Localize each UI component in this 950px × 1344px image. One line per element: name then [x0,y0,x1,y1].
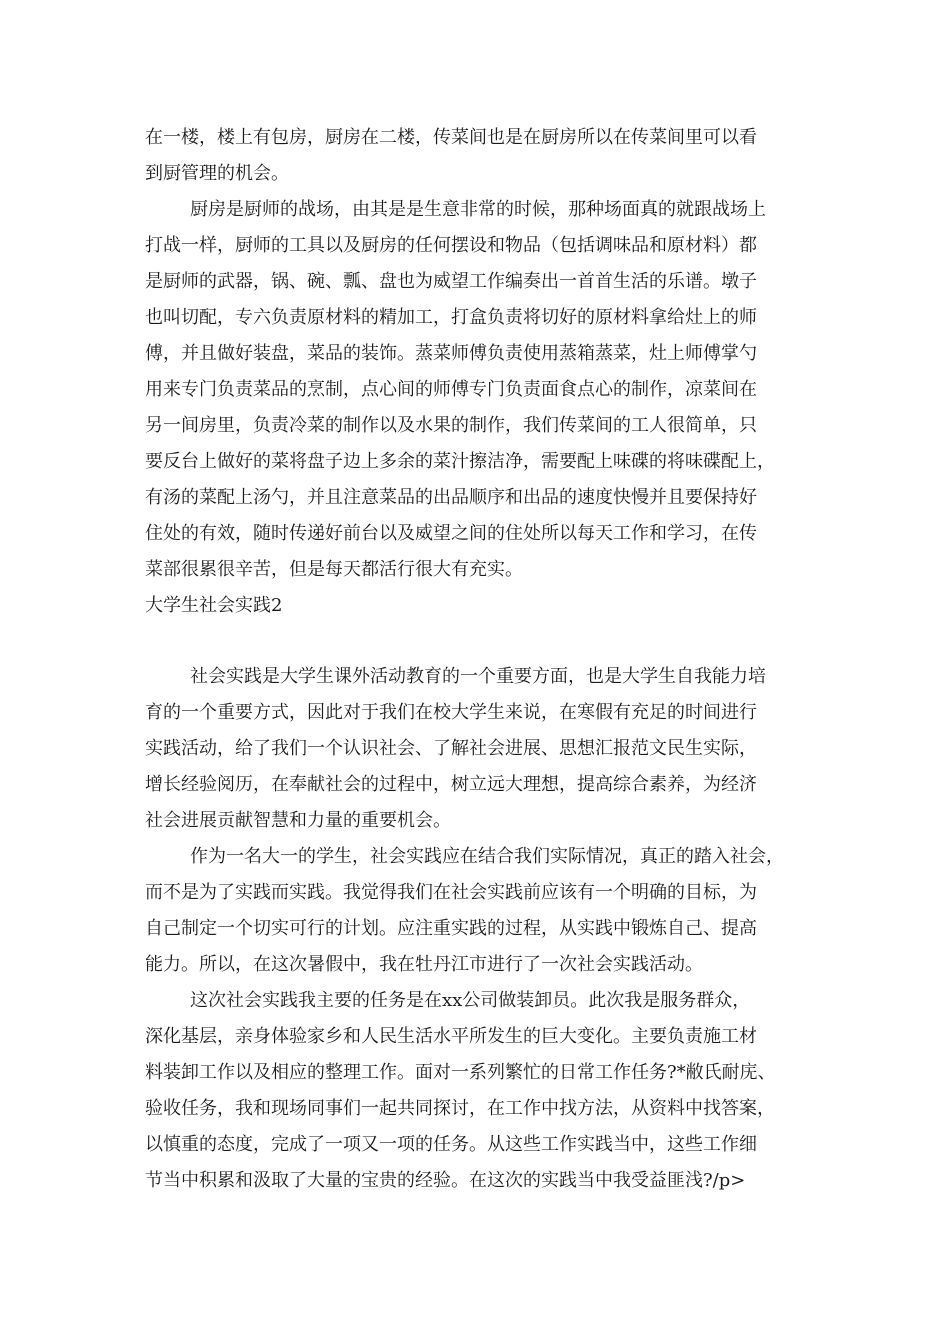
paragraph-line: 在一楼，楼上有包房，厨房在二楼，传菜间也是在厨房所以在传菜间里可以看 [145,127,757,148]
paragraph-line: 也叫切配，专六负责原材料的精加工，打盒负责将切好的原材料拿给灶上的师 [145,307,757,328]
paragraph-line: 这次社会实践我主要的任务是在xx公司做装卸员。此次我是服务群众， [190,990,751,1011]
paragraph-line: 实践活动，给了我们一个认识社会、了解社会进展、思想汇报范文民生实际， [145,738,757,759]
paragraph-line: 要反台上做好的菜将盘子边上多余的菜汁擦洁净，需要配上味碟的将味碟配上， [145,451,775,472]
paragraph-line: 菜部很累很辛苦，但是每天都活行很大有充实。 [145,559,523,580]
section-heading: 大学生社会实践2 [145,595,283,616]
paragraph-line: 增长经验阅历，在奉献社会的过程中，树立远大理想，提高综合素养，为经济 [145,774,757,795]
paragraph-line: 到厨管理的机会。 [145,163,289,184]
paragraph-line: 而不是为了实践而实践。我觉得我们在社会实践前应该有一个明确的目标，为 [145,882,757,903]
paragraph-line: 社会进展贡献智慧和力量的重要机会。 [145,810,451,831]
paragraph-line: 打战一样，厨师的工具以及厨房的任何摆设和物品（包括调味品和原材料）都 [145,235,757,256]
paragraph-line: 有汤的菜配上汤勺，并且注意菜品的出品顺序和出品的速度快慢并且要保持好 [145,487,757,508]
paragraph-line: 自己制定一个切实可行的计划。应注重实践的过程，从实践中锻炼自己、提高 [145,918,757,939]
paragraph-line: 节当中积累和汲取了大量的宝贵的经验。在这次的实践当中我受益匪浅?/p> [145,1170,746,1191]
paragraph-line: 能力。所以，在这次暑假中，我在牡丹江市进行了一次社会实践活动。 [145,954,703,975]
paragraph-line: 社会实践是大学生课外活动教育的一个重要方面，也是大学生自我能力培 [190,666,766,687]
paragraph-line: 育的一个重要方式，因此对于我们在校大学生来说，在寒假有充足的时间进行 [145,702,757,723]
paragraph-line: 住处的有效，随时传递好前台以及威望之间的住处所以每天工作和学习，在传 [145,523,757,544]
paragraph-line: 另一间房里，负责冷菜的制作以及水果的制作，我们传菜间的工人很简单，只 [145,415,757,436]
paragraph-line: 用来专门负责菜品的烹制，点心间的师傅专门负责面食点心的制作，凉菜间在 [145,379,757,400]
paragraph-line: 以慎重的态度，完成了一项又一项的任务。从这些工作实践当中，这些工作细 [145,1134,757,1155]
paragraph-line: 是厨师的武器，锅、碗、瓢、盘也为威望工作编奏出一首首生活的乐谱。墩子 [145,271,757,292]
paragraph-line: 验收任务，我和现场同事们一起共同探讨，在工作中找方法，从资料中找答案， [145,1098,775,1119]
paragraph-line: 作为一名大一的学生，社会实践应在结合我们实际情况，真正的踏入社会， [190,846,784,867]
paragraph-line: 厨房是厨师的战场，由其是是生意非常的时候，那种场面真的就跟战场上 [190,199,766,220]
paragraph-line: 料装卸工作以及相应的整理工作。面对一系列繁忙的日常工作任务?*敝氏耐庑、 [145,1062,776,1083]
paragraph-line: 深化基层，亲身体验家乡和人民生活水平所发生的巨大变化。主要负责施工材 [145,1026,757,1047]
paragraph-line: 傅，并且做好装盘，菜品的装饰。蒸菜师傅负责使用蒸箱蒸菜，灶上师傅掌勺 [145,343,757,364]
